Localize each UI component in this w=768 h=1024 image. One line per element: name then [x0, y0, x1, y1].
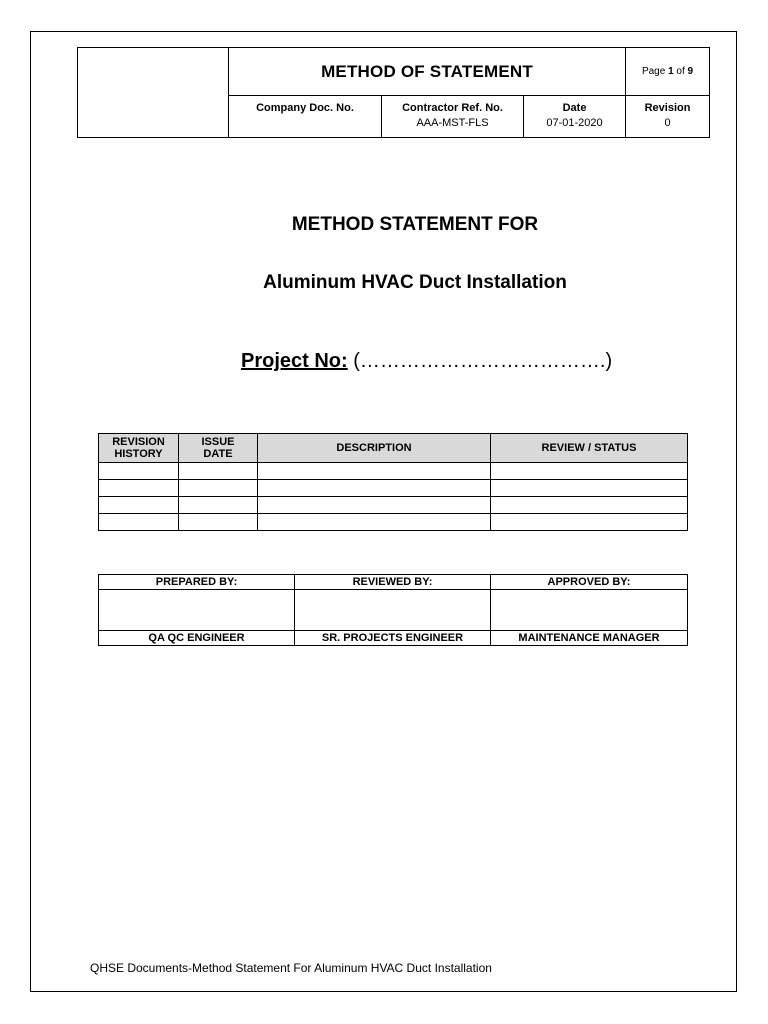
- date-cell: [524, 96, 626, 138]
- company-doc-cell: [229, 96, 382, 138]
- prepared-by-label: PREPARED BY:: [99, 575, 295, 590]
- table-row: [99, 514, 688, 531]
- review-status-header: REVIEW / STATUS: [491, 434, 688, 463]
- date-label: Date: [562, 102, 587, 114]
- page-number: [626, 48, 710, 96]
- contractor-ref-cell: [382, 96, 524, 138]
- cover-subtitle: Aluminum HVAC Duct Installation: [263, 272, 567, 293]
- page-current: 1: [668, 66, 674, 77]
- approved-signature-box: [491, 590, 688, 631]
- page-total: 9: [687, 66, 694, 77]
- revision-table: [98, 433, 688, 531]
- table-row: [99, 497, 688, 514]
- document-header: [77, 47, 710, 138]
- prepared-role: QA QC ENGINEER: [99, 631, 295, 646]
- revision-history-header: REVISION HISTORY: [99, 434, 179, 463]
- revision-value: 0: [664, 117, 671, 129]
- revision-cell: [626, 96, 710, 138]
- description-header: DESCRIPTION: [258, 434, 491, 463]
- page-of: of: [673, 66, 688, 77]
- contractor-ref-label: Contractor Ref. No.: [402, 102, 503, 114]
- cover-title: METHOD STATEMENT FOR: [291, 214, 539, 235]
- issue-date-header: ISSUE DATE: [179, 434, 258, 463]
- project-label: Project No:: [241, 350, 348, 372]
- reviewed-by-label: REVIEWED BY:: [295, 575, 491, 590]
- reviewed-role: SR. PROJECTS ENGINEER: [295, 631, 491, 646]
- approved-role: MAINTENANCE MANAGER: [491, 631, 688, 646]
- approved-by-label: APPROVED BY:: [491, 575, 688, 590]
- date-value: 07-01-2020: [546, 117, 603, 129]
- document-type-title: METHOD OF STATEMENT: [229, 48, 626, 96]
- prepared-signature-box: [99, 590, 295, 631]
- contractor-ref-value: AAA-MST-FLS: [416, 117, 489, 129]
- page-footer: QHSE Documents-Method Statement For Aluminum HVAC Duct Installation: [90, 961, 492, 975]
- table-row: [99, 480, 688, 497]
- reviewed-signature-box: [295, 590, 491, 631]
- revision-label: Revision: [644, 102, 691, 114]
- project-number: [241, 350, 612, 373]
- project-value: (……………………………….): [347, 350, 613, 372]
- table-row: [99, 463, 688, 480]
- company-doc-label: Company Doc. No.: [256, 102, 354, 114]
- signature-table: [98, 574, 688, 646]
- page-prefix: Page: [641, 66, 669, 77]
- logo-cell: [78, 48, 229, 138]
